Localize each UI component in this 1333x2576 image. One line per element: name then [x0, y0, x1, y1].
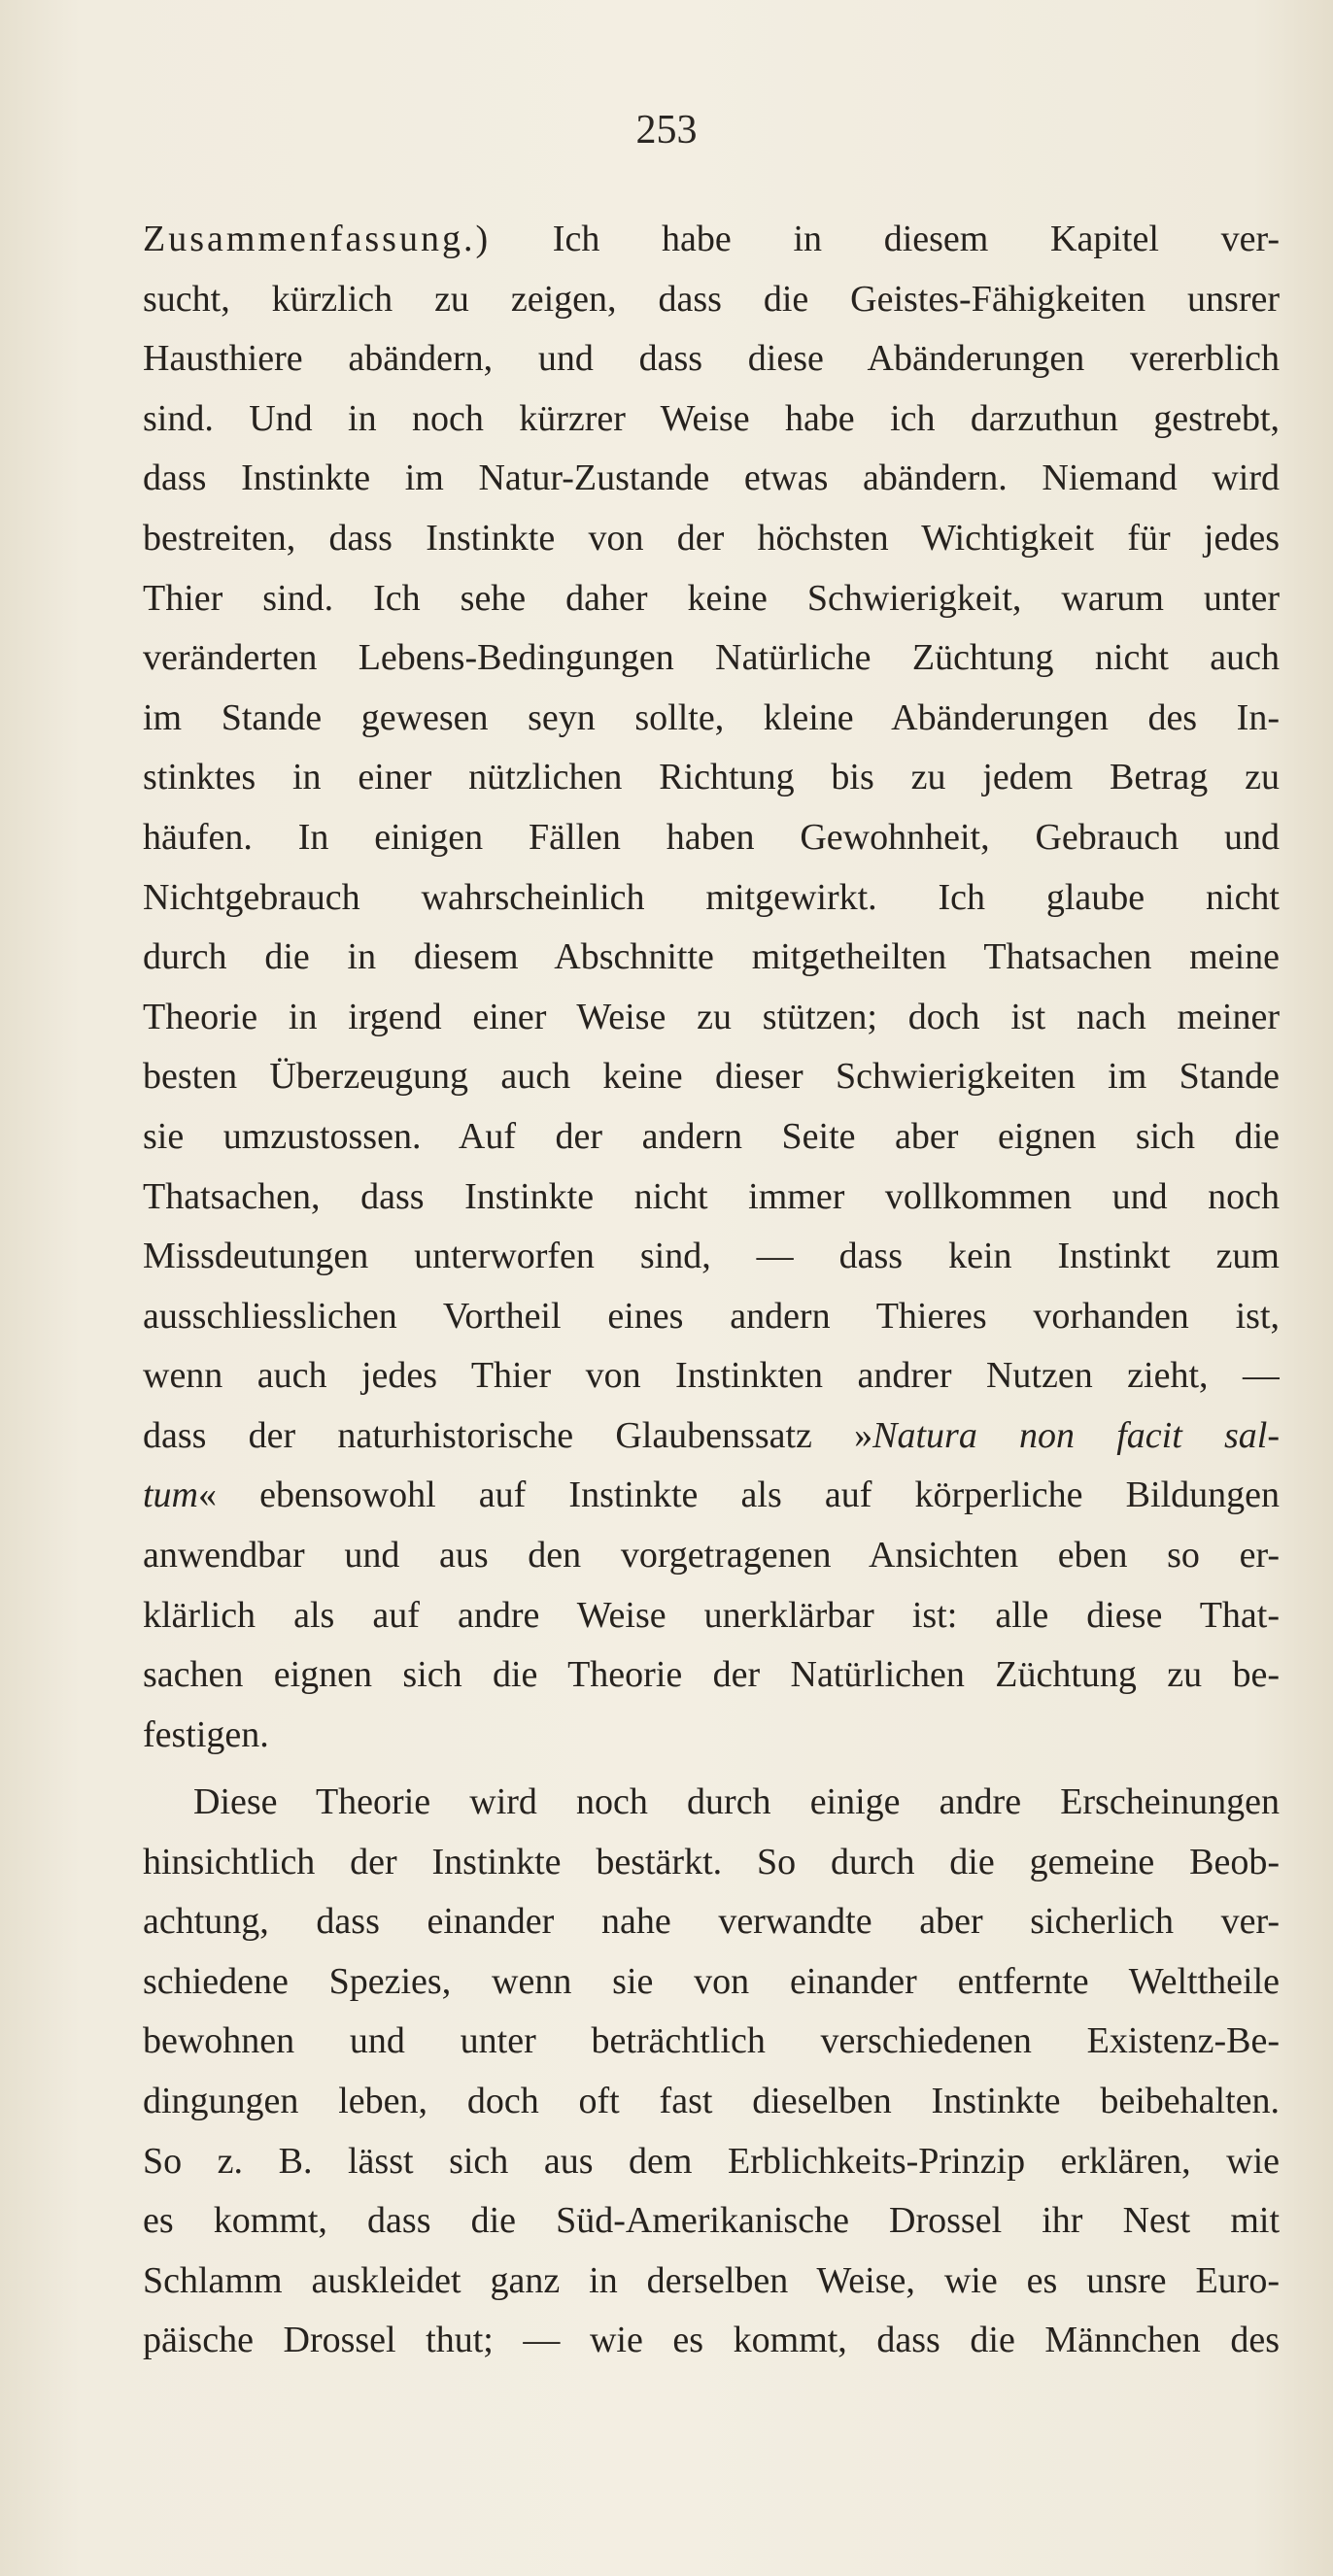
text-line: bewohnen und unter beträchtlich verschiedenen Existenz-Be-: [143, 2020, 1280, 2062]
text-line: im Stande gewesen seyn sollte, kleine Abänderungen des In-: [143, 696, 1280, 738]
text-line: dass der naturhistorische Glaubenssatz »Natura non facit sal-: [143, 1414, 1280, 1456]
section-heading: Zusammenfassung.): [143, 219, 492, 259]
text-line: stinktes in einer nützlichen Richtung bis zu jedem Betrag zu: [143, 757, 1280, 798]
text-line: Missdeutungen unterworfen sind, — dass kein Instinkt zum: [143, 1236, 1280, 1277]
text-line: Nichtgebrauch wahrscheinlich mitgewirkt. Ich glaube nicht: [143, 876, 1280, 918]
text-line: dass Instinkte im Natur-Zustande etwas abändern. Niemand wird: [143, 458, 1280, 499]
text-line: sind. Und in noch kürzrer Weise habe ich darzuthun gestrebt,: [143, 397, 1280, 439]
latin-phrase-end: tum: [143, 1474, 198, 1516]
text-line: tum« ebensowohl auf Instinkte als auf körperliche Bildungen: [143, 1474, 1280, 1516]
paragraph-summary: [143, 210, 1280, 1765]
text-line: sucht, kürzlich zu zeigen, dass die Geistes-Fähigkeiten unsrer: [143, 278, 1280, 320]
text-line: Theorie in irgend einer Weise zu stützen; doch ist nach meiner: [143, 996, 1280, 1037]
text-line: häufen. In einigen Fällen haben Gewohnheit, Gebrauch und: [143, 816, 1280, 858]
text-line: Thatsachen, dass Instinkte nicht immer vollkommen und noch: [143, 1175, 1280, 1217]
text-line: bestreiten, dass Instinkte von der höchsten Wichtigkeit für jedes: [143, 517, 1280, 559]
page-number: 253: [635, 108, 698, 153]
paragraph-theory: [143, 1773, 1280, 2371]
text-line: es kommt, dass die Süd-Amerikanische Drossel ihr Nest mit: [143, 2200, 1280, 2242]
text-line: ausschliesslichen Vortheil eines andern Thieres vorhanden ist,: [143, 1295, 1280, 1337]
text-line: anwendbar und aus den vorgetragenen Ansichten eben so er-: [143, 1535, 1280, 1576]
text-line: So z. B. lässt sich aus dem Erblichkeits-Prinzip erklären, wie: [143, 2140, 1280, 2182]
text-line: päische Drossel thut; — wie es kommt, dass die Männchen des: [143, 2320, 1280, 2361]
text-line: sachen eignen sich die Theorie der Natürlichen Züchtung zu be-: [143, 1654, 1280, 1696]
text-line: wenn auch jedes Thier von Instinkten andrer Nutzen zieht, —: [143, 1355, 1280, 1397]
text-line: Diese Theorie wird noch durch einige andre Erscheinungen: [193, 1781, 1280, 1822]
text-line: Thier sind. Ich sehe daher keine Schwierigkeit, warum unter: [143, 577, 1280, 619]
text-line: Zusammenfassung.) Ich habe in diesem Kapitel ver-: [143, 219, 1280, 259]
text-line: Schlamm auskleidet ganz in derselben Weise, wie es unsre Euro-: [143, 2259, 1280, 2301]
text-line: schiedene Spezies, wenn sie von einander entfernte Welttheile: [143, 1960, 1280, 2002]
text-line: achtung, dass einander nahe verwandte aber sicherlich ver-: [143, 1901, 1280, 1943]
text-line: veränderten Lebens-Bedingungen Natürliche Züchtung nicht auch: [143, 637, 1280, 679]
text-line: durch die in diesem Abschnitte mitgetheilten Thatsachen meine: [143, 936, 1280, 978]
text-line: Hausthiere abändern, und dass diese Abänderungen vererblich: [143, 338, 1280, 380]
text-line: festigen.: [143, 1713, 269, 1755]
text-line: besten Überzeugung auch keine dieser Schwierigkeiten im Stande: [143, 1056, 1280, 1098]
latin-phrase: Natura non facit sal-: [872, 1414, 1280, 1456]
text-line: klärlich als auf andre Weise unerklärbar ist: alle diese That-: [143, 1594, 1280, 1636]
text-line: dingungen leben, doch oft fast dieselben Instinkte beibehalten.: [143, 2080, 1280, 2121]
text-line: sie umzustossen. Auf der andern Seite aber eignen sich die: [143, 1115, 1280, 1157]
text-line: hinsichtlich der Instinkte bestärkt. So durch die gemeine Beob-: [143, 1841, 1280, 1882]
